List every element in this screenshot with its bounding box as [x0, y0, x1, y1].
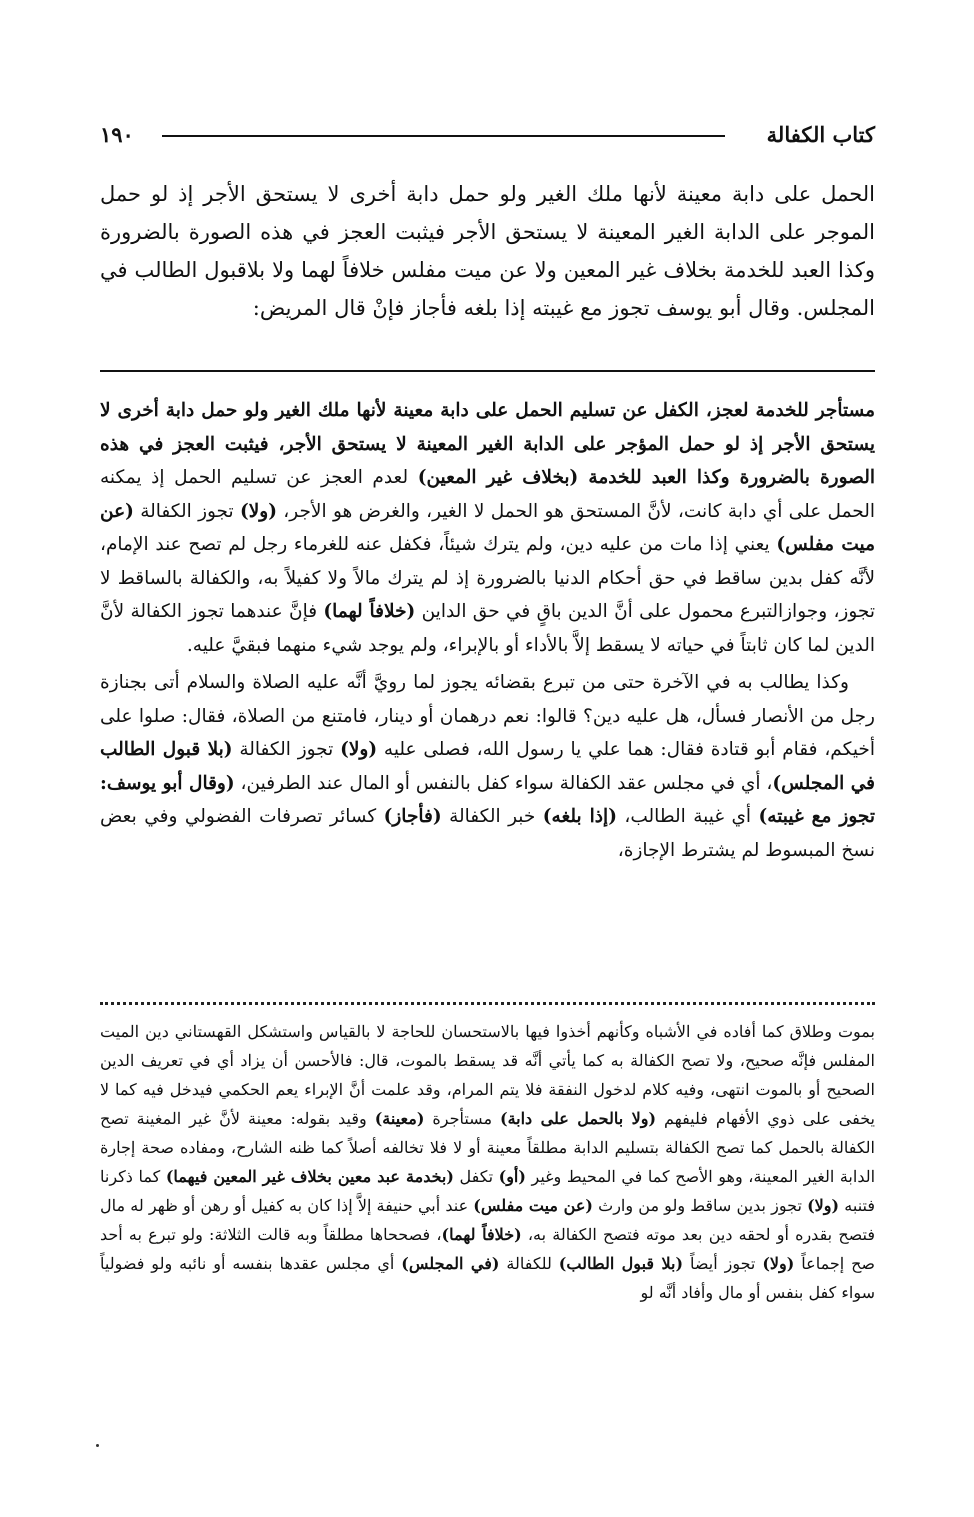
matn-text: الحمل على دابة معينة لأنها ملك الغير ولو حمل دابة أخرى لا يستحق الأجر إذ لو حمل الموجر على الدابة الغير المعينة لا يستحق الأجر فيثبت العجز في هذه الصورة بالضرورة وكذا العبد للخدمة بخلاف غير المعين ولا عن ميت مفلس خلافاً لهما ولا بلاقبول الطالب في المجلس. وقال أبو يوسف تجوز مع غيبته إذا بلغه فأجاز فإنْ قال المريض:: [100, 182, 875, 320]
text-run: بموت وطلاق كما أفاده في الأشباه وكأنهم أخذوا فيها بالاستحسان للحاجة لا بالقياس واستشكل القهستاني دين الميت المفلس فإنَّه صحيح، ولا تصح الكفالة به كما يأتي أنَّه قد يسقط بالموت، قال: فالأحسن أن يزاد أي في تعريف الدين الصحيح أو بالموت انتهى، وفيه كلام لدخول النفقة فلا يتم المرام، وقد علمت أنَّ الإبراء يعم الحكمي فيدخل فيه كما لا يخفى على ذوي الأفهام فليفهم: [100, 1022, 876, 1128]
bold-quote-run: (فأجاز): [383, 806, 442, 827]
bold-quote-run: (معينة): [374, 1109, 425, 1128]
page-header: [100, 118, 875, 152]
bold-quote-run: (خلافاً لهما): [323, 601, 416, 622]
sharh-paragraph-1: [100, 394, 875, 662]
text-run: تجوز أيضاً: [683, 1254, 763, 1273]
text-run: تجوز بدين ساقط ولو من وارث: [592, 1196, 808, 1215]
page-number: ١٩٠: [100, 122, 134, 147]
text-run: خبر الكفالة: [441, 806, 543, 827]
text-run: عند أبي حنيفة إلاَّ إذا كان به كفيل أو رهن أو ظهر له مال فتصح بقدره أو لحقه دين بعد موته فتصح الكفالة به،: [100, 1196, 875, 1244]
text-run: ، أي في مجلس عقد الكفالة سواء كفل بالنفس أو المال عند الطرفين،: [234, 772, 773, 794]
text-run: تكفل: [453, 1167, 499, 1186]
bold-quote-run: (بلا قبول الطالب في المجلس): [100, 739, 875, 794]
bold-quote-run: (أو): [498, 1167, 526, 1186]
sharh-paragraph-2: [100, 666, 875, 867]
text-run: أي مجلس عقدها بنفسه أو نائبه ولو فضولياً سواء كفل بنفس أو مال وأفاد أنَّه لو: [100, 1254, 875, 1302]
bold-quote-run: (ولا): [340, 739, 378, 760]
bold-quote-run: (ولا): [762, 1254, 795, 1273]
text-run: مستأجرة: [424, 1109, 500, 1128]
text-run: أي غيبة الطالب،: [616, 806, 759, 827]
bold-quote-run: (في المجلس): [401, 1254, 500, 1273]
text-run: ، فصححاها مطلقاً وبه قالت الثلاثة: ولو تبرع به أحد صح إجماعاً: [100, 1225, 876, 1273]
running-title: كتاب الكفالة: [766, 122, 875, 147]
bold-quote-run: (ولا): [807, 1196, 840, 1215]
text-run: كسائر تصرفات الفضولي وفي بعض نسخ المبسوط لم يشترط الإجازة،: [100, 806, 875, 861]
bold-quote-run: (وقال أبو يوسف: تجوز مع غيبته): [100, 772, 875, 827]
bold-quote-run: (ولا): [239, 500, 277, 522]
bold-quote-run: (بخلاف غير المعين): [417, 467, 579, 488]
bold-quote-run: (ولا بالحمل على دابة): [500, 1109, 657, 1128]
header-rule: [162, 135, 725, 137]
text-run: تجوز الكفالة: [232, 739, 341, 760]
text-run: كما ذكرنا فتنبه: [100, 1167, 875, 1215]
bold-quote-run: (إذا بلغه): [542, 806, 617, 827]
bold-quote-run: (خلافاً لهما): [441, 1225, 522, 1244]
bold-quote-run: (بلا قبول الطالب): [558, 1254, 684, 1273]
hashiya-footnote: [100, 1017, 875, 1307]
bold-quote-run: (بخدمة عبد معين بخلاف غير المعين فيهما): [165, 1167, 454, 1186]
text-run: وكذا يطالب به في الآخرة حتى من تبرع بقضائه يجوز لما رويَّ أنَّه عليه الصلاة والسلام أتى بجنازة رجل من الأنصار فسأل، هل عليه دين؟ قالوا: نعم درهمان أو دينار، فامتنع من الصلاة، فقال: صلوا على أخيكم، فقام أبو قتادة فقال: هما علي يا رسول الله، فصلى عليه: [100, 672, 875, 760]
page-mark: [96, 1444, 99, 1447]
bold-quote-run: (عن ميت مفلس): [473, 1196, 593, 1215]
text-run: يعني إذا مات من عليه دين، ولم يترك شيئاً، فكفل عنه للغرماء رجل لم تصح عند الإمام، لأنَّه كفل بدين ساقط في حق أحكام الدنيا بالضرورة إذ لم يترك مالاً ولا كفيلاً به، والكفالة بالساقط لا تجوز، وجوازالتبرع محمول على أنَّ الدين باقٍ في حق الداين: [100, 534, 876, 622]
text-run: للكفالة: [499, 1254, 559, 1273]
text-run: فإنَّ عندهما تجوز الكفالة لأنَّ الدين لما كان ثابتاً في حياته لا يسقط إلاَّ بالأداء أو بالإبراء، ولم يوجد شيء منهما فبقيَّ عليه.: [100, 601, 875, 656]
text-run: وقيد بقوله: معينة لأنَّ غير المغينة تصح الكفالة بالحمل كما تصح الكفالة بتسليم الدابة مطلقاً معينة أو لا فلا تخالفه أصلاً كما ظنه الشارح، ومفاده صحة إجارة الدابة الغير المعينة، وهو الأصح كما في المحيط وغير: [100, 1109, 876, 1186]
footnote-divider: [100, 1002, 875, 1007]
text-run: لعدم العجز عن تسليم الحمل إذ يمكنه الحمل على أي دابة كانت، لأنَّ المستحق هو الحمل لا الغير، والغرض هو الأجر،: [100, 467, 875, 522]
bold-quote-run: (عن ميت مفلس): [100, 500, 875, 555]
sharh-commentary: [100, 394, 875, 867]
hashiya-paragraph: [100, 1017, 875, 1307]
section-divider: [100, 370, 875, 372]
bold-quote-run: مستأجر للخدمة لعجز، الكفل عن تسليم الحمل على دابة معينة لأنها ملك الغير ولو حمل دابة أخرى لا يستحق الأجر إذ لو حمل المؤجر على الدابة الغير المعينة لا يستحق الأجر، فيثبت العجز في هذه الصورة بالضرورة وكذا العبد للخدمة: [100, 400, 875, 488]
text-run: تجوز الكفالة: [133, 500, 240, 522]
